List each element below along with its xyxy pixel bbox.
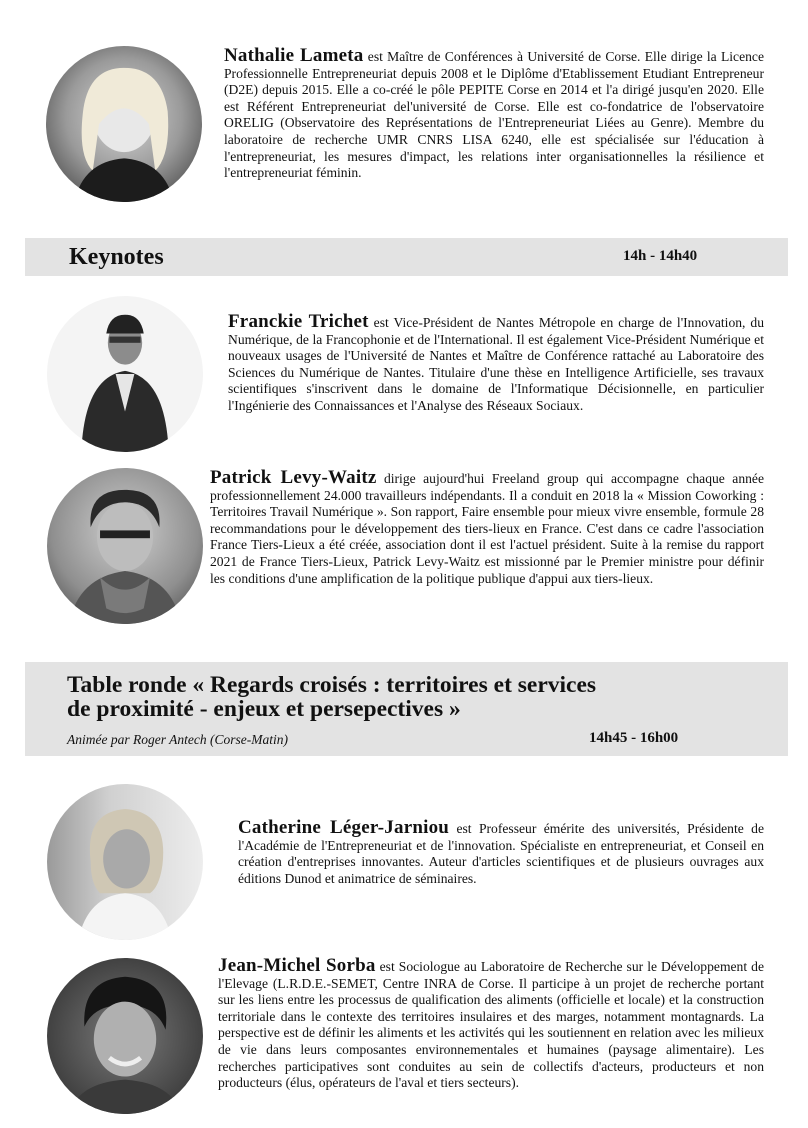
moderator-label: Animée par Roger Antech (Corse-Matin) — [67, 732, 288, 747]
speaker-name: Patrick Levy-Waitz — [210, 467, 377, 488]
section-title: Keynotes — [69, 244, 164, 270]
speaker-bio: est Sociologue au Laboratoire de Recherche sur le Développement de l'Elevage (L.R.D.E.-SEMET, Centre INRA de Corse. Il participe à un projet de recherche portant sur les liens entre les processus de qualification des aliments (officielle et locale) et la construction territoriale dans le contexte des territoires insulaires et des marges, notamment montagnards. La perspective est de définir les aliments et les activités qui les soutiennent en relation avec les milieux de vie dans leurs composantes environnementales et humaines (paysage alimentaire). Les recherches participatives sont conduites au sein de collectifs d'acteurs, producteurs et non producteurs (élus, opérateurs de l'aval et tiers secteurs). — [218, 959, 764, 1091]
speaker-name: Catherine Léger-Jarniou — [238, 817, 450, 838]
speaker-name: Jean-Michel Sorba — [218, 955, 376, 976]
avatar-portrait — [46, 46, 202, 202]
speaker-name: Nathalie Lameta — [224, 45, 364, 66]
avatar-portrait — [47, 958, 203, 1114]
section-time: 14h - 14h40 — [623, 248, 698, 264]
speaker-bio: est Professeur émérite des universités, Présidente de l'Académie de l'Entrepreneuriat et de l'innovation. Spécialiste en entrepreneuriat, et Conseil en création d'entreprises innovantes. Auteur d'articles scientifiques et de plusieurs ouvrages aux éditions Dunod et animatrice de séminaires. — [238, 821, 764, 886]
avatar-portrait — [47, 784, 203, 940]
avatar-portrait — [47, 468, 203, 624]
avatar-portrait — [47, 296, 203, 452]
section-title-line-2: de proximité - enjeux et persepectives » — [67, 696, 461, 722]
roundtable-section-header — [25, 662, 788, 756]
speaker-bio: est Vice-Président de Nantes Métropole en charge de l'Innovation, du Numérique, de la Francophonie et de l'International. Il est également Vice-Président Numérique et nouveaux usages de l'Université de Nantes et Maître de Conférence rattaché au Laboratoire des Sciences du Numérique de Nantes. Titulaire d'une thèse en Intelligence Artificielle, ses travaux scientifiques s'inscrivent dans le domaine de l'Informatique Décisionnelle, en particulier l'Ingénierie des Connaissances et l'Analyse des Réseaux Sociaux. — [228, 315, 764, 413]
speaker-name: Franckie Trichet — [228, 311, 369, 332]
speaker-bio: est Maître de Conférences à Université de Corse. Elle dirige la Licence Professionnelle Entrepreneuriat depuis 2008 et le Diplôme d'Etablissement Etudiant Entrepreneur (D2E) depuis 2015. Elle a co-créé le pôle PEPITE Corse en 2014 et l'a dirigé jusqu'en 2020. Elle est Référent Entrepreneuriat del'université de Corse. Elle est co-fondatrice de l'observatoire ORELIG (Observatoire des Représentations de l'Entrepreneuriat Liées au Genre). Membre du laboratoire de recherche UMR CNRS LISA 6240, elle est spécialisée sur l'éducation à l'entrepreneuriat, les mesures d'impact, les relations inter organisationnelles la résilience et l'entrepreneuriat féminin. — [224, 49, 764, 181]
speaker-bio: dirige aujourd'hui Freeland group qui accompagne chaque année professionnellement 24.000 travailleurs indépendants. Il a conduit en 2018 la « Mission Coworking : Territoires Travail Numérique ». Son rapport, Faire ensemble pour mieux vivre ensemble, formule 28 recommandations pour le développement des tiers-lieux en France. C'est dans ce cadre l'association France Tiers-Lieux a été créée, association dont il est l'actuel président. Suite à la remise du rapport 2021 de France Tiers-Lieux, Patrick Levy-Waitz est missionné par le Premier ministre pour définir les conditions d'une amplification de la politique publique d'appui aux tiers-lieux. — [210, 471, 764, 586]
keynotes-section-header — [25, 238, 788, 276]
section-title-line-1: Table ronde « Regards croisés : territoires et services — [67, 672, 597, 698]
section-time: 14h45 - 16h00 — [589, 730, 679, 746]
